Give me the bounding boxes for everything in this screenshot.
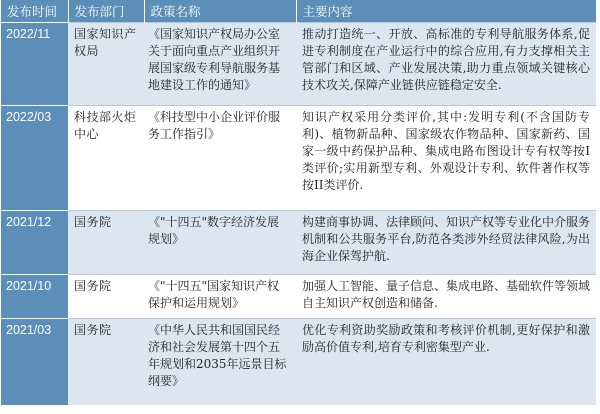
row-date: 2022/03 (1, 106, 68, 211)
header-department: 发布部门 (68, 0, 144, 23)
row-department: 国务院 (68, 275, 144, 319)
row-department: 国家知识产权局 (68, 23, 144, 106)
row-content: 加强人工智能、量子信息、集成电路、基础软件等领域自主知识产权创造和储备. (296, 275, 596, 319)
row-content: 优化专利资助奖励政策和考核评价机制,更好保护和激励高价值专利,培育专利密集型产业. (296, 319, 596, 405)
row-policy: 《"十四五"国家知识产权保护和运用规划》 (144, 275, 296, 319)
table-row (1, 106, 596, 211)
header-content: 主要内容 (296, 0, 596, 23)
row-policy: 《"十四五"数字经济发展规划》 (144, 211, 296, 275)
row-policy: 《中华人民共和国国民经济和社会发展第十四个五年规划和2035年远景目标纲要》 (144, 319, 296, 405)
row-policy: 《科技型中小企业评价服务工作指引》 (144, 106, 296, 211)
header-policy: 政策名称 (144, 0, 296, 23)
row-date: 2021/12 (1, 211, 68, 275)
table-body (1, 23, 596, 405)
row-policy: 《国家知识产权局办公室关于面向重点产业组织开展国家级专利导航服务基地建设工作的通知》 (144, 23, 296, 106)
table-row (1, 211, 596, 275)
row-date: 2022/11 (1, 23, 68, 106)
row-content: 构建商事协调、法律顾问、知识产权等专业化中介服务机制和公共服务平台,防范各类涉外经贸法律风险,为出海企业保驾护航. (296, 211, 596, 275)
table-header (1, 0, 596, 23)
row-department: 国务院 (68, 319, 144, 405)
row-content: 知识产权采用分类评价,其中:发明专利(不含国防专利)、植物新品种、国家级农作物品种、国家新药、国家一级中药保护品种、集成电路布图设计专有权等按I类评价;实用新型专利、外观设计专利、软件著作权等按II类评价. (296, 106, 596, 211)
row-department: 科技部火炬中心 (68, 106, 144, 211)
row-content: 推动打造统一、开放、高标准的专利导航服务体系,促进专利制度在产业运行中的综合应用,有力支撑相关主管部门和区域、产业发展决策,助力重点领域关键核心技术攻关,保障产业链供应链稳定安全. (296, 23, 596, 106)
table-row (1, 23, 596, 106)
row-date: 2021/03 (1, 319, 68, 405)
policy-table (1, 0, 597, 405)
row-department: 国务院 (68, 211, 144, 275)
header-date: 发布时间 (1, 0, 68, 23)
table-row (1, 319, 596, 405)
row-date: 2021/10 (1, 275, 68, 319)
header-row (1, 0, 596, 23)
table-row (1, 275, 596, 319)
